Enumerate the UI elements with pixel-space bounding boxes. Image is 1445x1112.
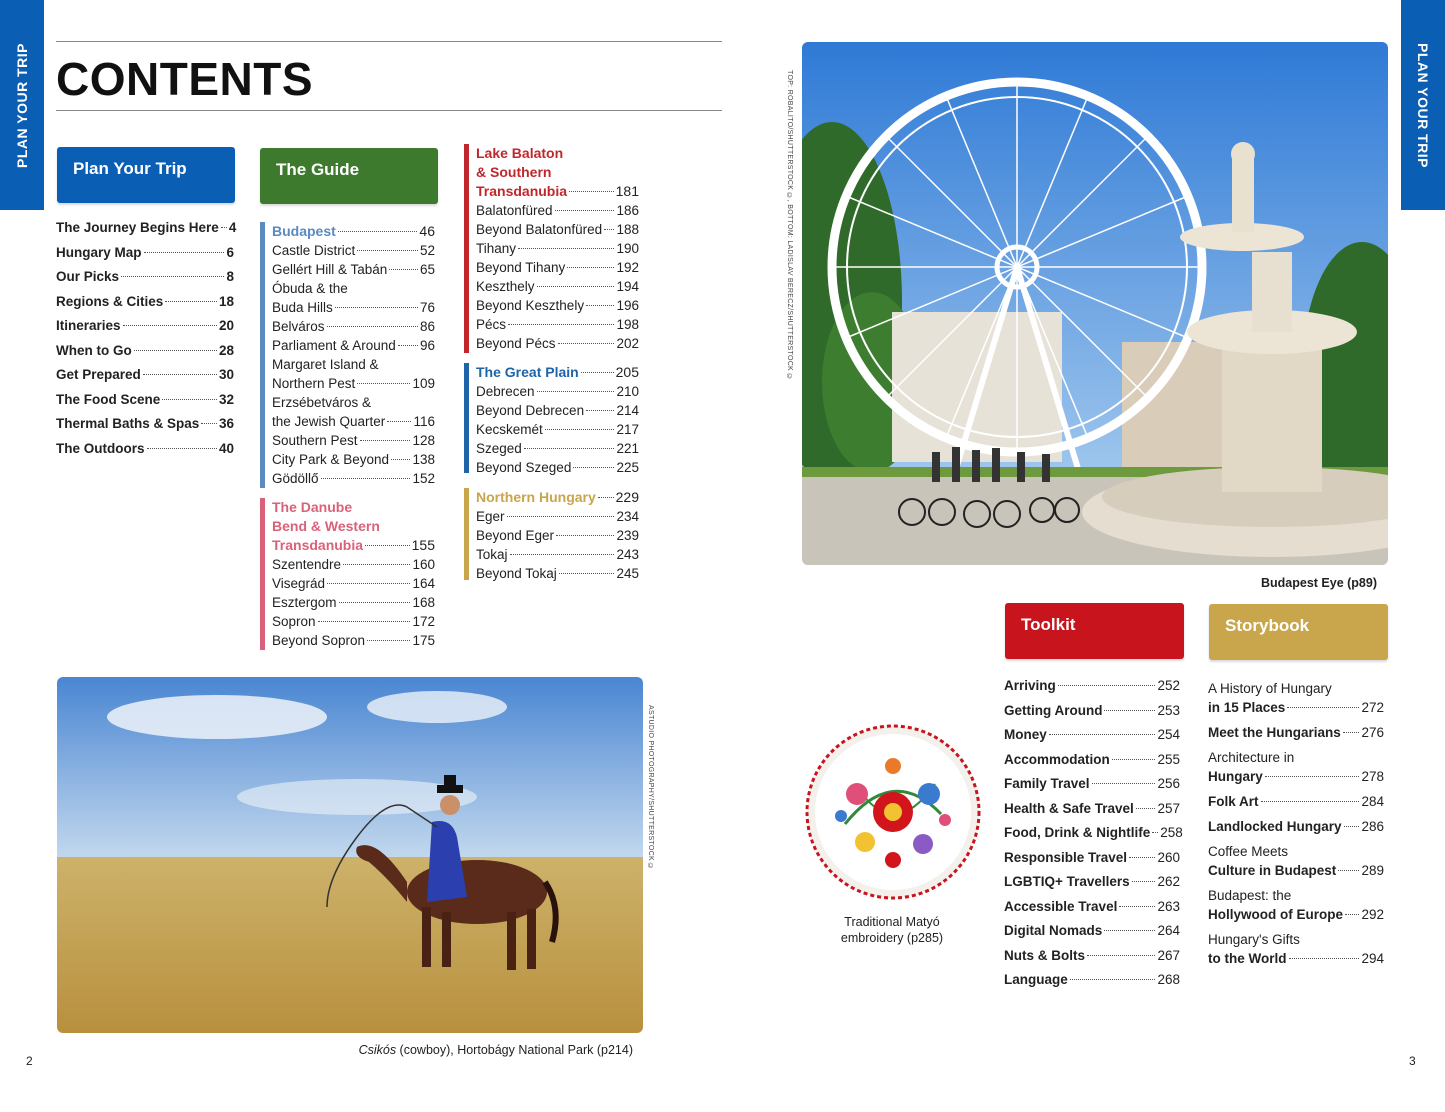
- toc-entry-balaton[interactable]: Transdanubia 181: [476, 183, 639, 199]
- the-guide-header[interactable]: The Guide: [260, 148, 438, 204]
- danube-group: [260, 498, 435, 650]
- toc-entry[interactable]: LGBTIQ+ Travellers 262: [1004, 874, 1180, 889]
- toc-entry[interactable]: Thermal Baths & Spas 36: [56, 416, 234, 431]
- budapest-eye-illustration: [802, 42, 1388, 565]
- csikos-photo: [57, 677, 643, 1033]
- toc-entry[interactable]: Southern Pest 128: [272, 433, 435, 448]
- toc-entry[interactable]: Beyond Tihany 192: [476, 260, 639, 275]
- toc-entry-line: Architecture in: [1208, 750, 1295, 765]
- budapest-eye-photo: [802, 42, 1388, 565]
- toc-entry[interactable]: Hungary Map 6: [56, 244, 234, 260]
- toc-entry[interactable]: Northern Pest 109: [272, 376, 435, 391]
- page-title: CONTENTS: [56, 53, 313, 105]
- toc-entry[interactable]: Get Prepared 30: [56, 367, 234, 382]
- toc-entry-line: A History of Hungary: [1208, 681, 1332, 696]
- photo-credit-top: TOP: ROBALITO/SHUTTERSTOCK ©, BOTTOM: LADISLAV BERECZ/SHUTTERSTOCK ©: [786, 70, 793, 381]
- toc-entry[interactable]: Balatonfüred 186: [476, 203, 639, 218]
- balaton-group: [464, 144, 639, 353]
- toc-entry[interactable]: Regions & Cities 18: [56, 293, 234, 309]
- toc-entry[interactable]: The Journey Begins Here 4: [56, 220, 237, 235]
- toc-entry-line: Erzsébetváros &: [272, 395, 372, 410]
- toc-entry[interactable]: Beyond Keszthely 196: [476, 298, 639, 313]
- toc-entry[interactable]: City Park & Beyond 138: [272, 452, 435, 467]
- toc-entry[interactable]: Itineraries 20: [56, 318, 234, 333]
- toc-entry[interactable]: Landlocked Hungary 286: [1208, 819, 1384, 834]
- page-number-left: 2: [26, 1054, 33, 1068]
- page-number-right: 3: [1409, 1054, 1416, 1068]
- toc-entry[interactable]: Buda Hills 76: [272, 300, 435, 315]
- toc-entry-line: Budapest: the: [1208, 888, 1292, 903]
- toc-entry[interactable]: Tokaj 243: [476, 547, 639, 562]
- toc-entry[interactable]: Nuts & Bolts 267: [1004, 947, 1180, 963]
- toc-entry[interactable]: Castle District 52: [272, 243, 435, 258]
- toc-entry[interactable]: to the World 294: [1208, 951, 1384, 966]
- plan-your-trip-list: [56, 216, 237, 461]
- toc-entry[interactable]: in 15 Places 272: [1208, 700, 1384, 715]
- plan-your-trip-header[interactable]: Plan Your Trip: [57, 147, 235, 203]
- toc-entry[interactable]: Food, Drink & Nightlife 258: [1004, 825, 1183, 840]
- toc-entry-northern-hungary[interactable]: Northern Hungary 229: [476, 489, 639, 505]
- toc-entry[interactable]: Accommodation 255: [1004, 751, 1180, 767]
- toc-heading-line: Lake Balaton: [476, 145, 564, 161]
- embroidery-photo: [805, 724, 981, 900]
- toc-entry[interactable]: Kecskemét 217: [476, 422, 639, 437]
- toc-entry[interactable]: Beyond Tokaj 245: [476, 566, 639, 581]
- toc-entry[interactable]: Family Travel 256: [1004, 776, 1180, 791]
- toc-entry[interactable]: Hungary 278: [1208, 769, 1384, 784]
- toc-entry[interactable]: Getting Around 253: [1004, 702, 1180, 718]
- toc-entry[interactable]: the Jewish Quarter 116: [272, 414, 435, 429]
- toc-entry-line: Coffee Meets: [1208, 844, 1289, 859]
- toc-entry[interactable]: When to Go 28: [56, 342, 234, 358]
- toc-entry[interactable]: Meet the Hungarians 276: [1208, 725, 1384, 740]
- toc-entry[interactable]: Digital Nomads 264: [1004, 923, 1180, 938]
- photo-credit-cowboy: ASTUDIO PHOTOGRAPHY/SHUTTERSTOCK ©: [647, 705, 654, 871]
- top-rule: [56, 41, 722, 42]
- side-tab-label: PLAN YOUR TRIP: [1415, 42, 1431, 168]
- toc-entry[interactable]: Debrecen 210: [476, 384, 639, 399]
- side-tab-label: PLAN YOUR TRIP: [14, 42, 30, 168]
- toc-entry[interactable]: Szeged 221: [476, 441, 639, 456]
- toc-entry[interactable]: Our Picks 8: [56, 269, 234, 284]
- toolkit-list: [1004, 674, 1183, 993]
- toc-entry-great-plain[interactable]: The Great Plain 205: [476, 364, 639, 380]
- toc-entry-line: Óbuda & the: [272, 281, 348, 296]
- great-plain-group: [464, 363, 639, 473]
- toc-entry[interactable]: Beyond Szeged 225: [476, 460, 639, 475]
- side-tab-left: [0, 0, 44, 210]
- toc-entry[interactable]: Beyond Sopron 175: [272, 633, 435, 648]
- toc-entry[interactable]: The Outdoors 40: [56, 440, 234, 456]
- toc-entry[interactable]: Beyond Pécs 202: [476, 336, 639, 351]
- side-tab-right: [1401, 0, 1445, 210]
- toc-heading-line: The Danube: [272, 499, 353, 515]
- toc-entry[interactable]: Hollywood of Europe 292: [1208, 907, 1384, 922]
- toc-entry[interactable]: Gellért Hill & Tabán 65: [272, 262, 435, 277]
- toc-entry[interactable]: Gödöllő 152: [272, 471, 435, 486]
- budapest-group: [260, 222, 435, 488]
- toc-entry[interactable]: Language 268: [1004, 972, 1180, 987]
- toc-entry[interactable]: Esztergom 168: [272, 595, 435, 610]
- toc-entry[interactable]: Sopron 172: [272, 614, 435, 629]
- toc-heading-line: Bend & Western: [272, 518, 380, 534]
- budapest-eye-caption: Budapest Eye (p89): [1260, 576, 1377, 590]
- toc-entry[interactable]: Beyond Debrecen 214: [476, 403, 639, 418]
- toc-entry[interactable]: Belváros 86: [272, 319, 435, 334]
- csikos-illustration: [57, 677, 643, 1033]
- toc-entry[interactable]: Tihany 190: [476, 241, 639, 256]
- northern-hungary-group: [464, 488, 639, 580]
- toc-entry[interactable]: Pécs 198: [476, 317, 639, 332]
- toc-entry[interactable]: Szentendre 160: [272, 557, 435, 572]
- toc-entry[interactable]: Money 254: [1004, 727, 1180, 742]
- toc-entry[interactable]: Beyond Eger 239: [476, 528, 639, 543]
- toc-entry-line: Hungary's Gifts: [1208, 932, 1300, 947]
- toolkit-header[interactable]: Toolkit: [1005, 603, 1184, 659]
- toc-entry-line: Margaret Island &: [272, 357, 379, 372]
- toc-heading-line: & Southern: [476, 164, 552, 180]
- storybook-list: [1208, 679, 1384, 968]
- toc-entry[interactable]: Arriving 252: [1004, 678, 1180, 693]
- title-rule: [56, 110, 722, 111]
- toc-entry-danube[interactable]: Transdanubia 155: [272, 537, 435, 553]
- toc-entry[interactable]: Keszthely 194: [476, 279, 639, 294]
- toc-entry[interactable]: Parliament & Around 96: [272, 338, 435, 353]
- toc-entry[interactable]: Health & Safe Travel 257: [1004, 800, 1180, 816]
- toc-entry[interactable]: Beyond Balatonfüred 188: [476, 222, 639, 237]
- toc-entry[interactable]: Accessible Travel 263: [1004, 898, 1180, 914]
- embroidery-illustration: [805, 724, 981, 900]
- toc-entry[interactable]: Folk Art 284: [1208, 794, 1384, 809]
- embroidery-caption: Traditional Matyó embroidery (p285): [840, 915, 944, 945]
- toc-entry[interactable]: Visegrád 164: [272, 576, 435, 591]
- csikos-caption: Csikós (cowboy), Hortobágy National Park (p214): [358, 1043, 633, 1057]
- toc-entry-budapest[interactable]: Budapest 46: [272, 223, 435, 239]
- toc-entry[interactable]: Eger 234: [476, 509, 639, 524]
- storybook-header[interactable]: Storybook: [1209, 604, 1388, 660]
- toc-entry[interactable]: Culture in Budapest 289: [1208, 863, 1384, 878]
- toc-entry[interactable]: Responsible Travel 260: [1004, 849, 1180, 865]
- toc-entry[interactable]: The Food Scene 32: [56, 391, 234, 407]
